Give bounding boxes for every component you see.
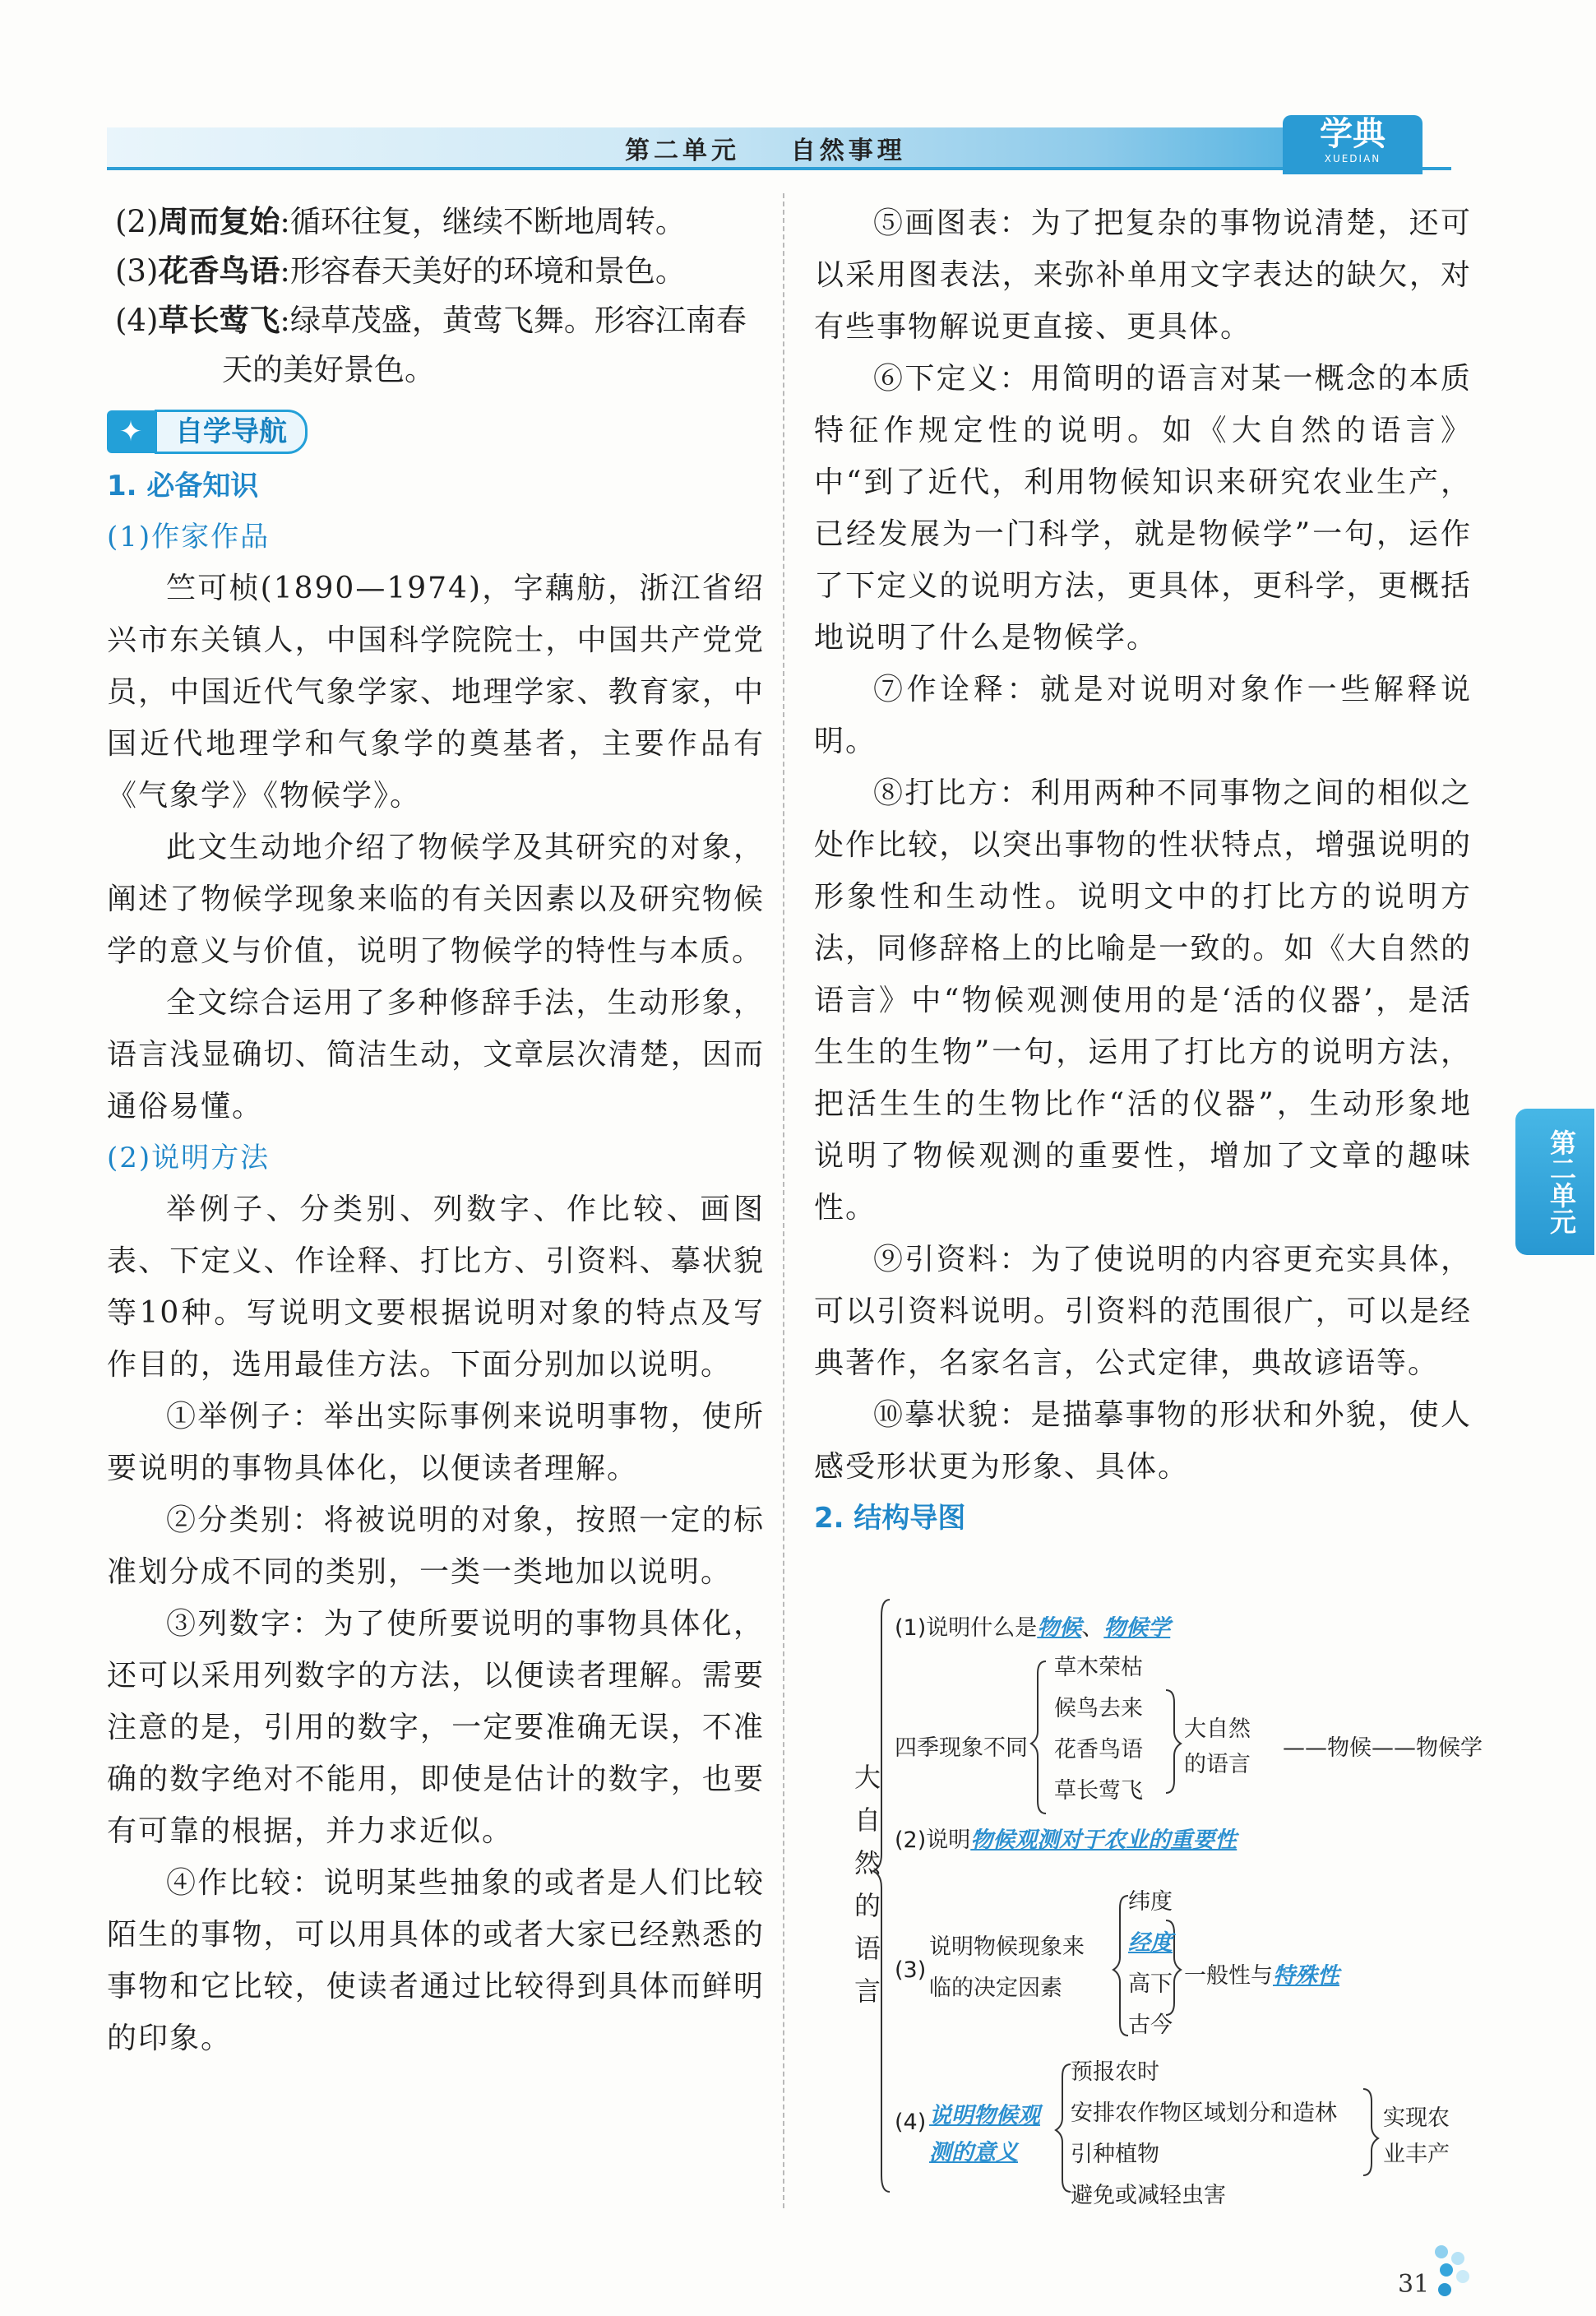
meaning-item: 安排农作物区域划分和造林 (1071, 2101, 1337, 2126)
diagram-node-1 (895, 1610, 1170, 1642)
season-item: 候鸟去来 (1054, 1696, 1143, 1721)
answer-wuhou: 物候 (1037, 1615, 1082, 1641)
season-item: 草木荣枯 (1054, 1655, 1143, 1680)
method-item: ⑧打比方：利用两种不同事物之间的相似之处作比较，以突出事物的性状特点，增强说明的形象性和生动性。说明文中的打比方的说明方法，同修辞格上的比喻是一致的。如《大自然的语言》中“物候观测使用的是‘活的仪器’，是活生生的生物”一句，运用了打比方的说明方法，把活生生的生物比作“活的仪器”，生动形象地说明了物候观测的重要性，增加了文章的趣味性。 (814, 776, 1472, 1225)
node-5-result-2: 业丰产 (1383, 2142, 1450, 2167)
method-item: ⑤画图表：为了把复杂的事物说清楚，还可以采用图表法，来弥补单用文字表达的缺欠，对有些事物解说更直接、更具体。 (814, 206, 1472, 344)
section-title-knowledge: 1. 必备知识 (107, 470, 259, 503)
subsection-title-author: (1)作家作品 (107, 521, 271, 554)
idiom-term: 草长莺飞 (158, 303, 280, 338)
paragraph: 举例子、分类别、列数字、作比较、画图表、下定义、作诠释、打比方、引资料、摹状貌等10种。写说明文要根据说明对象的特点及写作目的，选用最佳方法。下面分别加以说明。 (107, 1193, 765, 1382)
season-item: 草长莺飞 (1054, 1778, 1143, 1804)
paragraph: 此文生动地介绍了物候学及其研究的对象，阐述了物候学现象来临的有关因素以及研究物候学的意义与价值，说明了物候学的特性与本质。 (107, 831, 765, 968)
method-item: ①举例子：举出实际事例来说明事物，使所要说明的事物具体化，以便读者理解。 (107, 1400, 765, 1485)
header-theme: 自然事理 (790, 137, 906, 165)
idiom-term: 周而复始 (158, 204, 280, 239)
idiom-definition: (4)草长莺飞:绿草茂盛，黄莺飞舞。形容江南春天的美好景色。 (115, 303, 747, 387)
node-1-prefix: (1)说明什么是 (895, 1615, 1038, 1641)
factor-item: 高下 (1128, 1971, 1173, 1997)
method-item: ③列数字：为了使所要说明的事物具体化，还可以采用列数字的方法，以便读者理解。需要注意的是，引用的数字，一定要准确无误，不准确的数字绝对不能用，即使是估计的数字，也要有可靠的根据，并力求近似。 (107, 1607, 765, 1848)
season-item: 花香鸟语 (1054, 1737, 1143, 1762)
method-item: ⑩摹状貌：是描摹事物的形状和外貌，使人感受形状更为形象、具体。 (814, 1398, 1472, 1484)
idiom-term: 花香鸟语 (158, 253, 280, 289)
factor-item: 古今 (1128, 2013, 1173, 2038)
paragraph: 全文综合运用了多种修辞手法，生动形象，语言浅显确切、简洁生动，文章层次清楚，因而通俗易懂。 (107, 986, 765, 1123)
page-header-title (625, 130, 906, 166)
factor-item-answer: 经度 (1128, 1930, 1173, 1956)
seasons-right-brace (1166, 1690, 1181, 1793)
node-1-sep: 、 (1081, 1615, 1104, 1641)
meaning-brace (1056, 2064, 1071, 2192)
diagram-mid-label-2: 的语言 (1184, 1752, 1251, 1777)
factors-brace (1113, 1896, 1128, 2036)
answer-special: 特殊性 (1273, 1963, 1339, 1989)
header-rule (107, 167, 1451, 170)
idiom-definition: (3)花香鸟语:形容春天美好的环境和景色。 (115, 253, 686, 289)
meaning-right-brace (1363, 2089, 1378, 2175)
section-banner-self-study (107, 410, 308, 454)
right-column (814, 197, 1472, 1544)
node-3-prefix: (2)说明 (895, 1827, 971, 1853)
answer-wuhouxue: 物候学 (1103, 1615, 1171, 1641)
method-item: ④作比较：说明某些抽象的或者是人们比较陌生的事物，可以用具体的或者大家已经熟悉的事物和它比较，使读者通过比较得到具体而鲜明的印象。 (107, 1866, 765, 2055)
node-4-tail-text: 一般性与 (1184, 1963, 1273, 1989)
diagram-node-2-label: 四季现象不同 (895, 1735, 1028, 1761)
meaning-item: 预报农时 (1071, 2059, 1159, 2085)
node-4-label-2: 临的决定因素 (929, 1976, 1062, 2001)
answer-importance: 物候观测对于农业的重要性 (970, 1827, 1237, 1853)
diagram-node-3 (895, 1822, 1237, 1854)
node-5-num: (4) (895, 2110, 927, 2135)
node-4-num: (3) (895, 1957, 927, 1983)
section-title-structure: 2. 结构导图 (814, 1502, 966, 1535)
idiom-definition: (2)周而复始:循环往复，继续不断地周转。 (115, 204, 686, 239)
subsection-title-methods: (2)说明方法 (107, 1142, 271, 1174)
meaning-item: 引种植物 (1071, 2142, 1159, 2167)
paragraph: 竺可桢(1890—1974)，字藕舫，浙江省绍兴市东关镇人，中国科学院院士，中国共产党党员，中国近代气象学家、地理学家、教育家，中国近代地理学和气象学的奠基者，主要作品有《气象学》《物候学》。 (107, 572, 765, 813)
header-unit: 第二单元 (625, 137, 740, 165)
method-item: ⑥下定义：用简明的语言对某一概念的本质特征作规定性的说明。如《大自然的语言》中“到了近代，利用物候知识来研究农业生产，已经发展为一门科学，就是物候学”一句，运作了下定义的说明方法，更具体，更科学，更概括地说明了什么是物候学。 (814, 362, 1472, 655)
node-5-answer-2: 测的意义 (929, 2140, 1018, 2165)
section-banner-label: 自学导航 (155, 410, 308, 454)
column-divider (783, 193, 784, 2208)
node-4-tail (1184, 1957, 1339, 1989)
diagram-root: 大自然的语言 (854, 1762, 881, 2007)
brand-name-en: XUEDIAN (1324, 153, 1381, 164)
method-item: ⑨引资料：为了使说明的内容更充实具体，可以引资料说明。引资料的范围很广，可以是经典著作，名家名言，公式定律，典故谚语等。 (814, 1243, 1472, 1380)
node-5-result-1: 实现农 (1383, 2105, 1450, 2131)
left-column (107, 197, 765, 2064)
method-item: ⑦作诠释：就是对说明对象作一些解释说明。 (814, 673, 1472, 758)
node-4-label-1: 说明物候现象来 (929, 1934, 1085, 1960)
meaning-item: 避免或减轻虫害 (1071, 2183, 1226, 2208)
seasons-brace (1031, 1661, 1046, 1813)
brand-logo (1283, 115, 1423, 174)
structure-diagram (822, 1583, 1483, 2208)
page-number: 31 (1398, 2270, 1430, 2299)
diagram-mid-label-1: 大自然 (1184, 1716, 1251, 1742)
unit-side-tab: 第二单元 (1515, 1109, 1594, 1255)
node-5-answer-1: 说明物候观 (929, 2103, 1040, 2128)
telescope-icon: ✦ (107, 410, 155, 453)
brand-name: 学典 (1320, 115, 1386, 153)
diagram-chain: ——物候——物候学 (1283, 1735, 1483, 1761)
factor-item: 纬度 (1128, 1889, 1173, 1915)
method-item: ②分类别：将被说明的对象，按照一定的标准划分成不同的类别，一类一类地加以说明。 (107, 1503, 765, 1589)
